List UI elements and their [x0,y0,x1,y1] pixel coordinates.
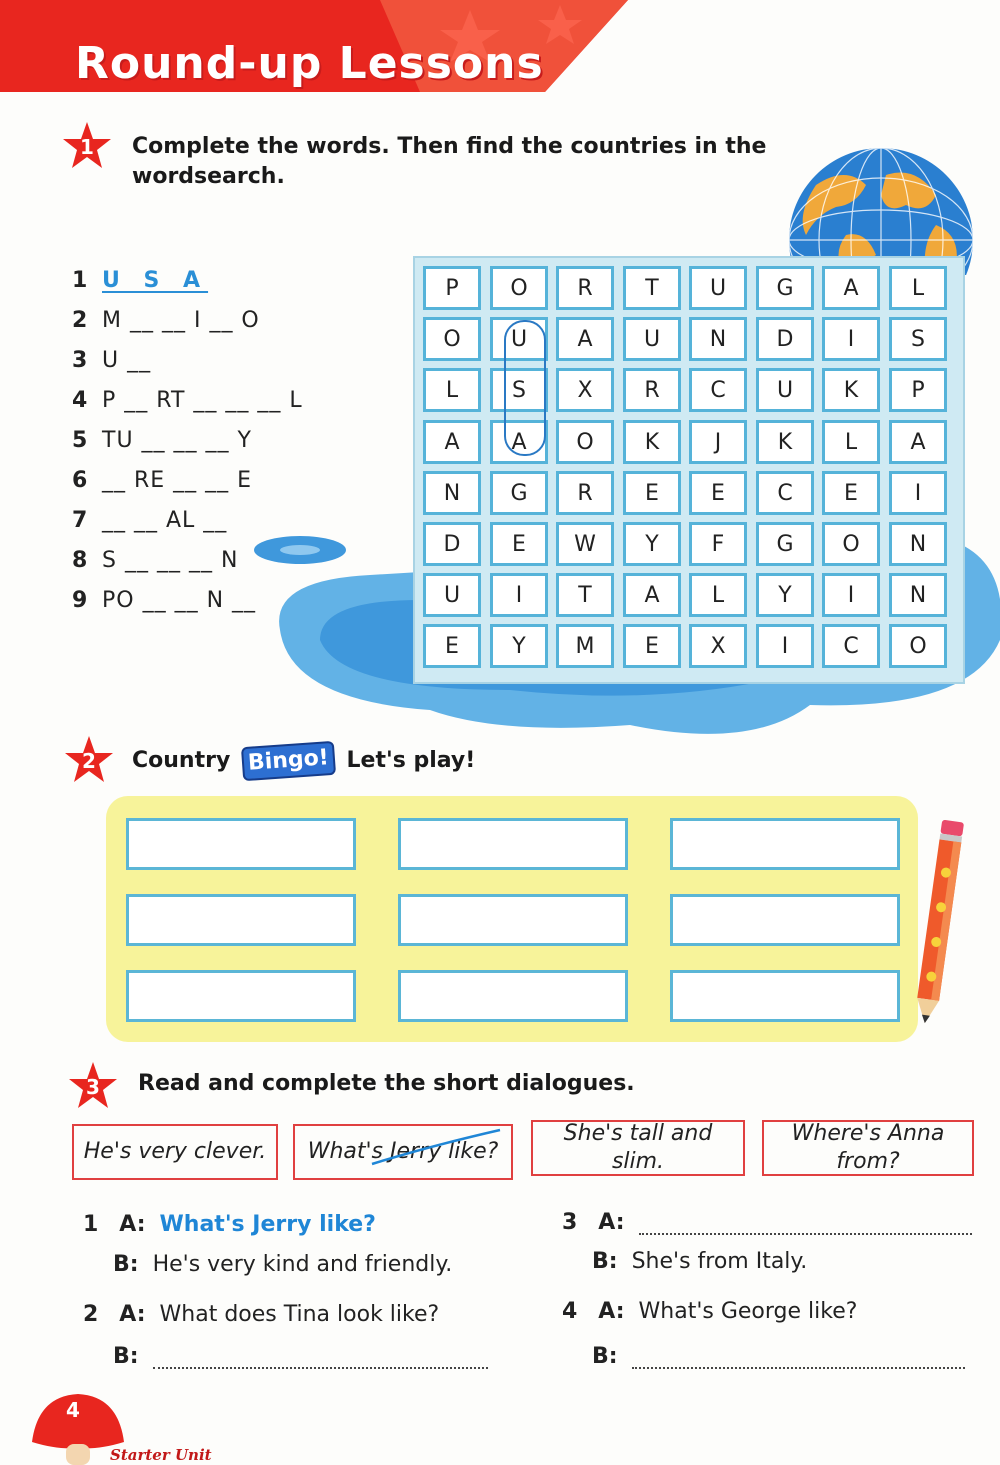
usa-circled-answer [504,320,546,456]
grid-letter[interactable]: N [423,471,481,515]
grid-letter[interactable]: I [889,471,947,515]
grid-letter[interactable]: Y [756,573,814,617]
grid-letter[interactable]: S [889,317,947,361]
instruction-text: Let's play! [346,748,476,773]
grid-letter[interactable]: S [490,368,548,412]
grid-letter[interactable]: C [822,624,880,668]
grid-letter[interactable]: A [623,573,681,617]
word-blank[interactable]: S __ __ __ N [102,548,239,573]
word-blank[interactable]: TU __ __ __ Y [102,428,252,453]
grid-letter[interactable]: P [889,368,947,412]
grid-letter[interactable]: W [556,522,614,566]
grid-letter[interactable]: I [756,624,814,668]
speaker-b-label: B: [592,1344,618,1369]
grid-letter[interactable]: U [756,368,814,412]
speaker-b-label: B: [592,1249,618,1274]
exercise-2-badge [62,734,116,788]
grid-letter[interactable]: F [689,522,747,566]
grid-letter[interactable]: T [623,266,681,310]
grid-letter[interactable]: N [889,573,947,617]
grid-letter[interactable]: N [889,522,947,566]
grid-letter[interactable]: O [889,624,947,668]
instruction-text: Country [132,748,231,773]
bingo-box[interactable] [670,818,900,870]
grid-letter[interactable]: G [756,266,814,310]
grid-letter[interactable]: M [556,624,614,668]
grid-letter[interactable]: E [623,624,681,668]
exercise-1-badge [60,120,114,174]
dialogue-line: She's from Italy. [631,1249,808,1274]
grid-letter[interactable]: I [822,573,880,617]
dialogue-line: What does Tina look like? [159,1302,440,1327]
dialogue-4-a [562,1299,857,1324]
item-number: 5 [72,428,88,453]
grid-letter[interactable]: K [822,368,880,412]
word-blank[interactable]: P __ RT __ __ __ L [102,388,303,413]
grid-letter[interactable]: A [423,420,481,464]
dialogue-2-b [113,1344,488,1369]
bingo-logo: Bingo! [241,741,336,781]
unit-label: Starter Unit [110,1446,212,1464]
bingo-box[interactable] [126,818,356,870]
grid-letter[interactable]: D [423,522,481,566]
option-box: Where's Anna from? [762,1120,974,1176]
item-number: 1 [72,268,88,293]
bingo-box[interactable] [398,894,628,946]
speaker-a-label: A: [598,1210,625,1235]
exercise-3-badge [66,1060,120,1114]
grid-letter[interactable]: D [756,317,814,361]
dialogue-number: 2 [83,1302,99,1327]
grid-letter[interactable]: P [423,266,481,310]
grid-letter[interactable]: L [889,266,947,310]
strikethrough-line [370,1128,504,1168]
word-item [72,308,312,340]
exercise-3-instruction: Read and complete the short dialogues. [138,1071,635,1096]
grid-letter[interactable]: X [689,624,747,668]
example-answer: U S A [102,268,209,293]
page-title: Round-up Lessons [75,38,544,89]
grid-letter[interactable]: K [756,420,814,464]
option-box: He's very clever. [72,1124,278,1180]
grid-letter[interactable]: O [490,266,548,310]
speaker-b-label: B: [113,1344,139,1369]
word-blank[interactable]: __ __ AL __ [102,508,228,533]
answer-blank[interactable] [632,1349,965,1369]
word-item [72,388,312,420]
grid-letter[interactable]: G [756,522,814,566]
word-item [72,268,312,300]
word-item [72,508,312,540]
item-number: 8 [72,548,88,573]
grid-letter[interactable]: L [689,573,747,617]
word-item [72,348,312,380]
instruction-line: wordsearch. [132,164,285,189]
bingo-box[interactable] [398,818,628,870]
bingo-box[interactable] [126,970,356,1022]
page-number: 4 [66,1398,80,1422]
grid-letter[interactable]: A [556,317,614,361]
grid-letter[interactable]: A [822,266,880,310]
word-blank[interactable]: __ RE __ __ E [102,468,253,493]
grid-letter[interactable]: L [423,368,481,412]
exercise-2-instruction [132,744,475,778]
answer-blank[interactable] [153,1349,488,1369]
bingo-card [106,796,918,1042]
grid-letter[interactable]: R [556,266,614,310]
grid-letter[interactable]: C [756,471,814,515]
item-number: 2 [72,308,88,333]
dialogue-number: 1 [83,1212,99,1237]
grid-letter[interactable]: Y [623,522,681,566]
grid-letter[interactable]: J [689,420,747,464]
speaker-b-label: B: [113,1252,139,1277]
bingo-box[interactable] [126,894,356,946]
option-box: She's tall and slim. [531,1120,745,1176]
grid-letter[interactable]: E [822,471,880,515]
instruction-line: Complete the words. Then find the countries in the [132,134,767,159]
dialogue-number: 4 [562,1299,578,1324]
speaker-a-label: A: [119,1212,146,1237]
grid-letter[interactable]: I [490,573,548,617]
grid-letter[interactable]: E [423,624,481,668]
pencil-icon [912,812,964,1032]
dialogue-2-a [83,1302,439,1327]
bingo-box[interactable] [670,894,900,946]
grid-letter[interactable]: U [623,317,681,361]
item-number: 9 [72,588,88,613]
dialogue-line: He's very kind and friendly. [152,1252,453,1277]
item-number: 7 [72,508,88,533]
dialogue-3-a [562,1210,972,1235]
grid-letter[interactable]: U [689,266,747,310]
dialogue-4-b [592,1344,965,1369]
grid-letter[interactable]: R [556,471,614,515]
grid-letter[interactable]: T [556,573,614,617]
item-number: 3 [72,348,88,373]
item-number: 4 [72,388,88,413]
exercise-number: 3 [86,1075,100,1099]
word-blank[interactable]: M __ __ I __ O [102,308,260,333]
grid-letter[interactable]: E [689,471,747,515]
exercise-number: 2 [82,749,96,773]
dialogue-3-b [592,1249,807,1274]
bingo-box[interactable] [398,970,628,1022]
speaker-a-label: A: [598,1299,625,1324]
grid-letter[interactable]: I [822,317,880,361]
grid-letter[interactable]: E [490,522,548,566]
dialogue-answer: What's Jerry like? [159,1212,376,1237]
grid-letter[interactable]: U [423,573,481,617]
exercise-number: 1 [80,135,94,159]
dialogue-line: What's George like? [638,1299,858,1324]
dialogue-1-a [83,1212,376,1237]
word-item [72,588,312,620]
word-blank[interactable]: PO __ __ N __ [102,588,257,613]
grid-letter[interactable]: X [556,368,614,412]
word-blank[interactable]: U __ [102,348,152,373]
grid-letter[interactable]: C [689,368,747,412]
grid-letter[interactable]: G [490,471,548,515]
grid-letter[interactable]: L [822,420,880,464]
bingo-box[interactable] [670,970,900,1022]
grid-letter[interactable]: K [623,420,681,464]
grid-letter[interactable]: E [623,471,681,515]
answer-blank[interactable] [639,1215,972,1235]
grid-letter[interactable]: O [556,420,614,464]
word-item [72,428,312,460]
grid-letter[interactable]: Y [490,624,548,668]
grid-letter[interactable]: O [822,522,880,566]
dialogue-1-b [113,1252,452,1277]
word-item [72,468,312,500]
grid-letter[interactable]: N [689,317,747,361]
dialogue-number: 3 [562,1210,578,1235]
grid-letter[interactable]: R [623,368,681,412]
grid-letter[interactable]: A [490,420,548,464]
speaker-a-label: A: [119,1302,146,1327]
exercise-1-instruction [132,132,772,192]
grid-letter[interactable]: A [889,420,947,464]
item-number: 6 [72,468,88,493]
grid-letter[interactable]: U [490,317,548,361]
word-item [72,548,312,580]
grid-letter[interactable]: O [423,317,481,361]
option-text: What's Jerry like? [307,1139,499,1164]
